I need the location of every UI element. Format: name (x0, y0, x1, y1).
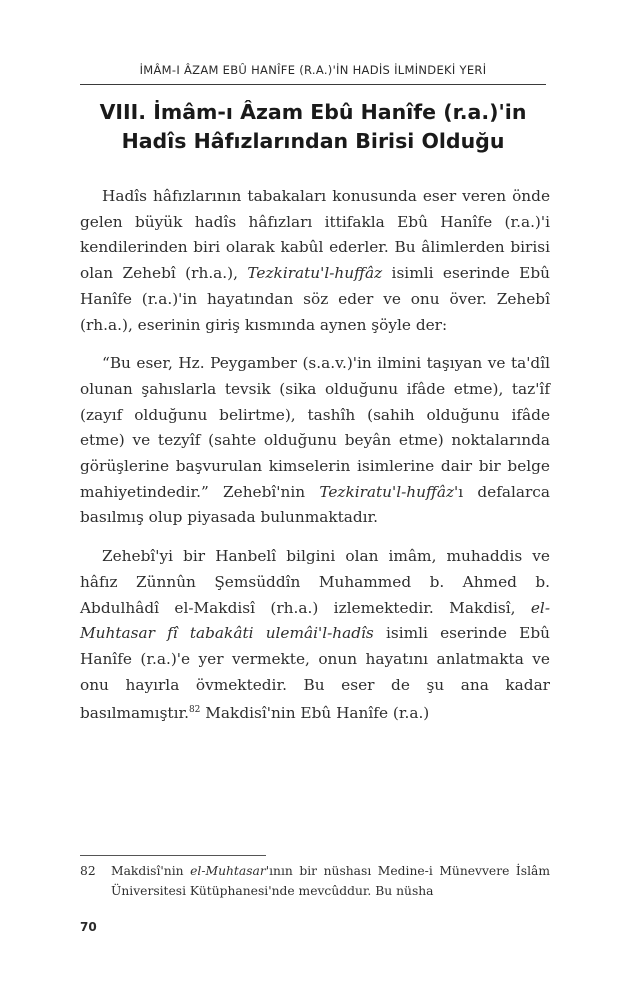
paragraph-1-text-c: isimli eserinde Ebû Hanîfe (r.a.)'in hayatından söz eder ve onu över. Zehebî (rh.a.), eserinin giriş kısmında aynen şöyle der: (80, 264, 550, 334)
chapter-title-line-1: VIII. İmâm-ı Âzam Ebû Hanîfe (r.a.)'in (99, 100, 527, 124)
chapter-title-line-2: Hadîs Hâfızlarından Birisi Olduğu (121, 129, 505, 153)
paragraph-3-text-c: isimli eserinde Ebû Hanîfe (r.a.)'e yer vermekte, onun hayatını anlatmakta ve onu hayırla övmektedir. Bu eser de şu ana kadar basılmamıştır. (80, 624, 550, 723)
book-title-tezkiratul-huffaz: Tezkiratu'l-huffâz (319, 482, 455, 501)
header-rule (80, 84, 546, 85)
page-number: 70 (80, 920, 97, 934)
paragraph-3-text-a: Zehebî'yi bir Hanbelî bilgini olan imâm, muhaddis ve hâfız Zünnûn Şemsüddîn Muhammed b. Ahmed b. Abdulhâdî el-Makdisî (rh.a.) izlemektedir. Makdisî, (80, 547, 550, 617)
paragraph-2-text-a: “Bu eser, Hz. Peygamber (s.a.v.)'in ilmini taşıyan ve ta'dîl olunan şahıslarla tevsik (sika olduğunu ifâde etme), taz'îf (zayıf olduğunu belirtme), tashîh (sahih olduğunu ifâde etme) ve tezyîf (sahte olduğunu beyân etme) noktalarında görüşlerine başvurulan kimselerin isimlerine dair bir belge mahiyetindedir.” Zehebî'nin (80, 354, 550, 501)
footnote-text-a: Makdisî'nin (111, 864, 191, 878)
book-title-tezkiratul-huffaz: Tezkiratu'l-huffâz (247, 264, 383, 283)
paragraph-3 (80, 544, 550, 727)
paragraph-3-text-d: Makdisî'nin Ebû Hanîfe (r.a.) (200, 704, 430, 723)
body-text (80, 184, 550, 740)
chapter-title (80, 98, 546, 156)
book-title-el-muhtasar: el-Muhtasar fî tabakâti ulemâi'l-hadîs (80, 598, 550, 643)
paragraph-2-text-c: 'ı defalarca basılmış olup piyasada bulunmaktadır. (80, 482, 550, 527)
footnote-text-c: 'ının bir nüshası Medine-i Münevvere İslâm Üniversitesi Kütüphanesi'nde mevcûddur. Bu nüsha (111, 864, 551, 898)
running-head: İMÂM-I ÂZAM EBÛ HANÎFE (R.A.)'İN HADİS İLMİNDEKİ YERİ (139, 63, 487, 77)
footnote-book-title: el-Muhtasar (190, 864, 266, 878)
paragraph-2-quotation (80, 351, 550, 531)
footnote-text (111, 861, 550, 901)
footnote-number: 82 (80, 864, 96, 878)
paragraph-1-text-a: Hadîs hâfızlarının tabakaları konusunda eser veren önde gelen büyük hadîs hâfızları ittifakla Ebû Hanîfe (r.a.)'i kendilerinden biri olarak kabûl ederler. Bu âlimlerden birisi olan Zehebî (rh.a.), (80, 187, 550, 283)
paragraph-1 (80, 184, 550, 338)
footnote-rule (80, 855, 266, 856)
footnote (80, 861, 550, 901)
footnote-reference[interactable]: 82 (188, 705, 201, 716)
